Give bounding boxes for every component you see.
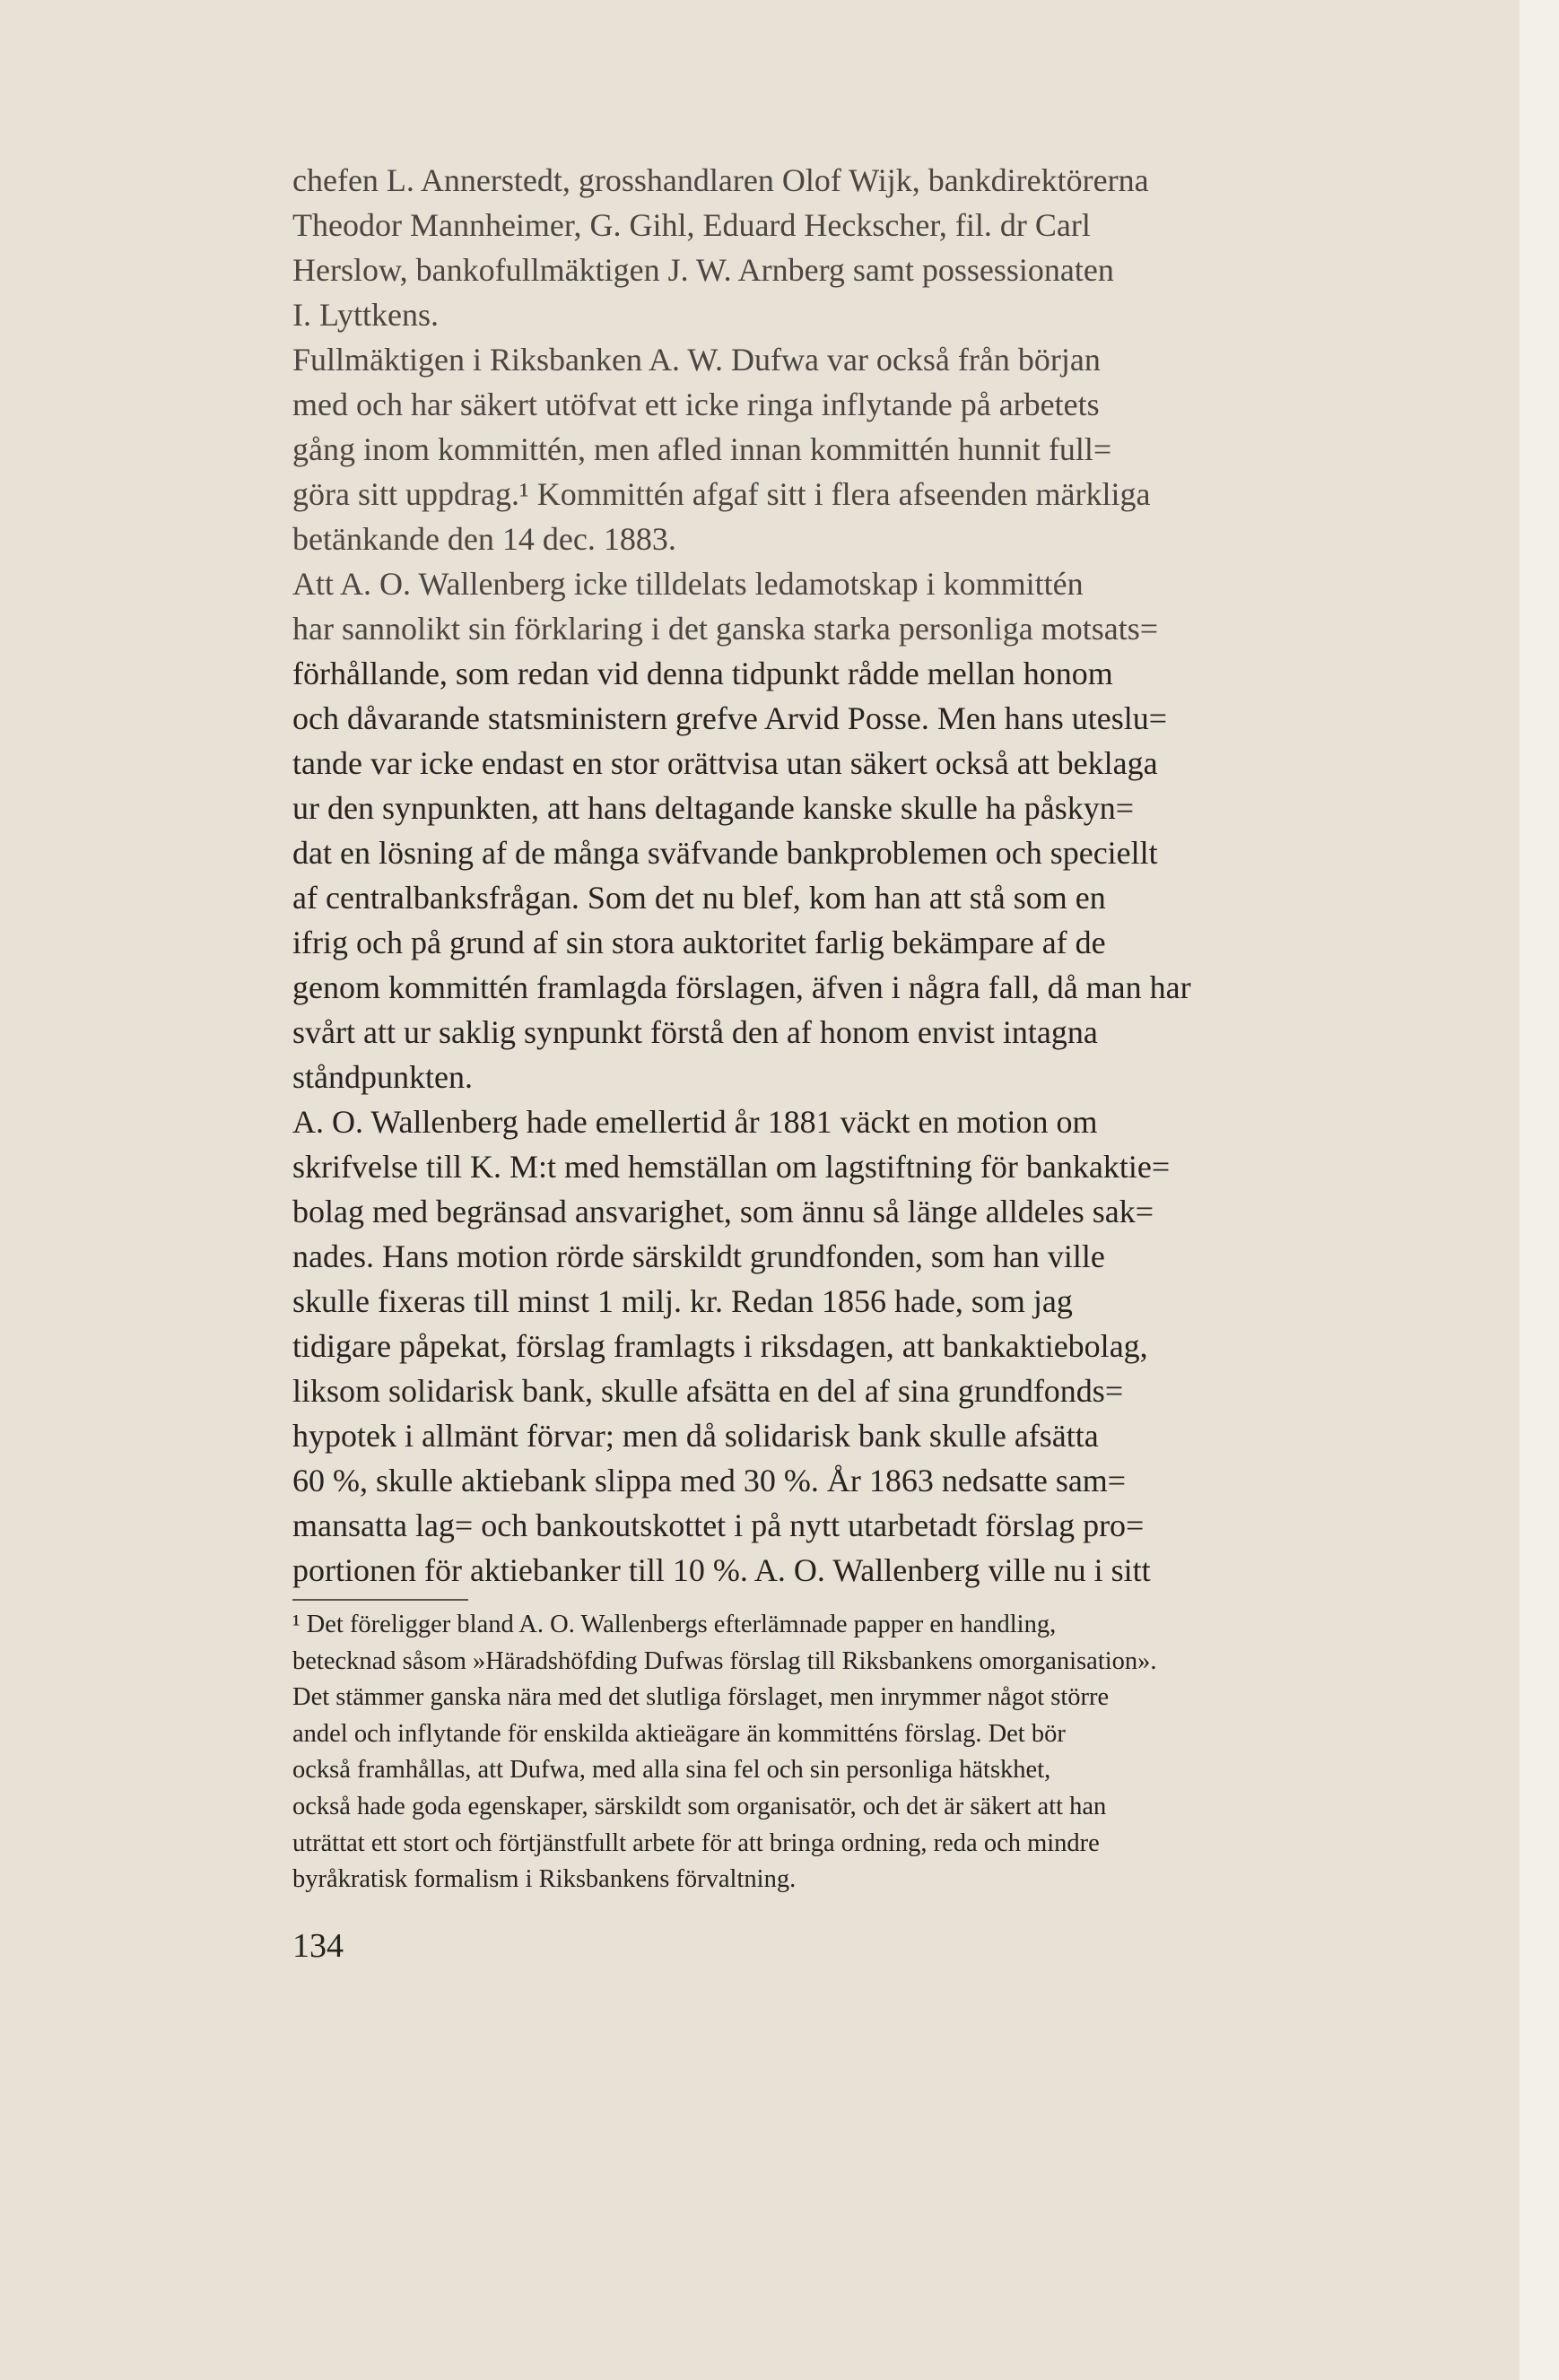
- body-line: betänkande den 14 dec. 1883.: [292, 521, 676, 557]
- footnote-line: ¹ Det föreligger bland A. O. Wallenbergs efterlämnade papper en handling,: [292, 1611, 1057, 1638]
- body-line: A. O. Wallenberg hade emellertid år 1881 väckt en motion om: [292, 1104, 1098, 1140]
- body-text: [292, 158, 1424, 1593]
- body-line: genom kommittén framlagda förslagen, äfven i några fall, då man har: [292, 969, 1191, 1005]
- body-line: göra sitt uppdrag.¹ Kommittén afgaf sitt i flera afseenden märkliga: [292, 476, 1151, 512]
- body-line: gång inom kommittén, men afled innan kommittén hunnit full=: [292, 431, 1112, 467]
- body-line: ifrig och på grund af sin stora auktoritet farlig bekämpare af de: [292, 925, 1106, 960]
- body-line: Herslow, bankofullmäktigen J. W. Arnberg samt possessionaten: [292, 252, 1114, 288]
- footnote-line: också hade goda egenskaper, särskildt som organisatör, och det är säkert att han: [292, 1792, 1107, 1820]
- body-line: bolag med begränsad ansvarighet, som ännu så länge alldeles sak=: [292, 1194, 1154, 1229]
- body-line: tidigare påpekat, förslag framlagts i riksdagen, att bankaktiebolag,: [292, 1328, 1148, 1364]
- body-line: liksom solidarisk bank, skulle afsätta en del af sina grundfonds=: [292, 1373, 1124, 1409]
- footnote-line: byråkratisk formalism i Riksbankens förvaltning.: [292, 1865, 797, 1894]
- body-line: chefen L. Annerstedt, grosshandlaren Olof Wijk, bankdirektörerna: [292, 162, 1149, 198]
- body-line: tande var icke endast en stor orättvisa utan säkert också att beklaga: [292, 745, 1158, 781]
- footnote-line: betecknad såsom »Häradshöfding Dufwas förslag till Riksbankens omorganisation».: [292, 1646, 1157, 1675]
- body-line: skrifvelse till K. M:t med hemställan om lagstiftning för bankaktie=: [292, 1149, 1171, 1185]
- body-line: skulle fixeras till minst 1 milj. kr. Redan 1856 hade, som jag: [292, 1283, 1073, 1319]
- body-line: svårt att ur saklig synpunkt förstå den af honom envist intagna: [292, 1014, 1098, 1050]
- body-line: med och har säkert utöfvat ett icke ringa inflytande på arbetets: [292, 387, 1100, 422]
- body-line: Fullmäktigen i Riksbanken A. W. Dufwa var också från början: [292, 342, 1101, 378]
- body-line: nades. Hans motion rörde särskildt grundfonden, som han ville: [292, 1238, 1105, 1274]
- body-line: Att A. O. Wallenberg icke tilldelats ledamotskap i kommittén: [292, 566, 1084, 602]
- body-line: 60 %, skulle aktiebank slippa med 30 %. År 1863 nedsatte sam=: [292, 1463, 1127, 1498]
- footnote-line: Det stämmer ganska nära med det slutliga förslaget, men inrymmer något större: [292, 1683, 1110, 1712]
- body-line: mansatta lag= och bankoutskottet i på nytt utarbetadt förslag pro=: [292, 1507, 1145, 1543]
- body-line: har sannolikt sin förklaring i det ganska starka personliga motsats=: [292, 611, 1159, 647]
- body-line: dat en lösning af de många sväfvande bankproblemen och speciellt: [292, 835, 1158, 871]
- footnote-line: uträttat ett stort och förtjänstfullt arbete för att bringa ordning, reda och mindre: [292, 1828, 1100, 1857]
- body-line: portionen för aktiebanker till 10 %. A. O. Wallenberg ville nu i sitt: [292, 1552, 1151, 1588]
- body-line: Theodor Mannheimer, G. Gihl, Eduard Heckscher, fil. dr Carl: [292, 207, 1091, 243]
- body-line: ståndpunkten.: [292, 1059, 473, 1095]
- page-edge: [1520, 0, 1559, 2380]
- body-line: I. Lyttkens.: [292, 297, 439, 333]
- body-line: hypotek i allmänt förvar; men då solidarisk bank skulle afsätta: [292, 1418, 1099, 1454]
- body-line: ur den synpunkten, att hans deltagande kanske skulle ha påskyn=: [292, 790, 1135, 826]
- footnote-line: också framhållas, att Dufwa, med alla sina fel och sin personliga hätskhet,: [292, 1756, 1051, 1785]
- footnote-divider: [292, 1599, 468, 1601]
- body-line: och dåvarande statsministern grefve Arvid Posse. Men hans uteslu=: [292, 700, 1168, 736]
- footnote-line: andel och inflytande för enskilda aktieägare än kommitténs förslag. Det bör: [292, 1719, 1066, 1748]
- page-number: 134: [292, 1927, 344, 1965]
- body-line: af centralbanksfrågan. Som det nu blef, kom han att stå som en: [292, 880, 1106, 916]
- footnote: [292, 1607, 1424, 1898]
- body-line: förhållande, som redan vid denna tidpunkt rådde mellan honom: [292, 656, 1113, 691]
